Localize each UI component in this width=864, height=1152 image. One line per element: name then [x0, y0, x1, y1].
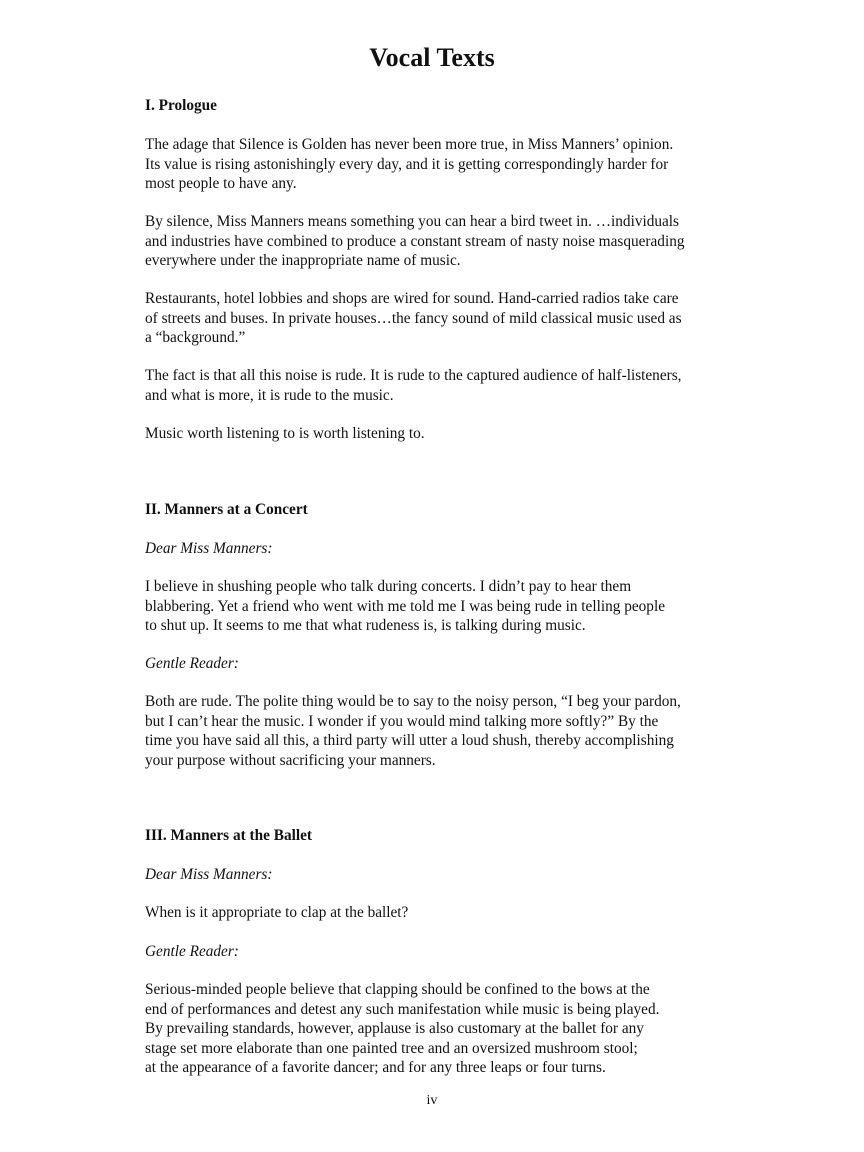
text-line: Serious-minded people believe that clapping should be confined to the bows at the [145, 981, 650, 998]
ballet-salutation: Dear Miss Manners: [145, 866, 273, 883]
prologue-paragraph-1 [145, 135, 745, 194]
text-line: and what is more, it is rude to the music. [145, 386, 394, 404]
text-line: Restaurants, hotel lobbies and shops are wired for sound. Hand-carried radios take care [145, 290, 679, 307]
text-line: By silence, Miss Manners means something you can hear a bird tweet in. …individuals [145, 213, 680, 230]
text-line: but I can’t hear the music. I wonder if you would mind talking more softly?” By the [145, 712, 659, 730]
concert-reply-salutation: Gentle Reader: [145, 655, 239, 672]
text-line: of streets and buses. In private houses…the fancy sound of mild classical music used as [145, 309, 682, 327]
prologue-paragraph-4 [145, 366, 745, 405]
page-title: Vocal Texts [369, 43, 495, 72]
text-line: When is it appropriate to clap at the ballet? [145, 904, 409, 921]
prologue-paragraph-2 [145, 212, 745, 271]
text-line: and industries have combined to produce a constant stream of nasty noise masquerading [145, 232, 685, 250]
text-line: stage set more elaborate than one painted tree and an oversized mushroom stool; [145, 1039, 638, 1057]
concert-question [145, 577, 745, 636]
ballet-question [145, 903, 745, 923]
text-line: a “background.” [145, 329, 246, 347]
text-line: Its value is rising astonishingly every day, and it is getting correspondingly harder for [145, 155, 669, 173]
text-line: end of performances and detest any such manifestation while music is being played. [145, 1000, 660, 1018]
concert-answer [145, 692, 745, 770]
ballet-reply-salutation: Gentle Reader: [145, 943, 239, 960]
text-line: Music worth listening to is worth listening to. [145, 425, 425, 442]
section-heading-ballet: III. Manners at the Ballet [145, 827, 312, 844]
page-number: iv [426, 1093, 438, 1108]
text-line: at the appearance of a favorite dancer; and for any three leaps or four turns. [145, 1059, 606, 1077]
text-line: The adage that Silence is Golden has never been more true, in Miss Manners’ opinion. [145, 136, 674, 153]
concert-salutation: Dear Miss Manners: [145, 540, 273, 557]
section-heading-concert: II. Manners at a Concert [145, 501, 308, 518]
text-line: time you have said all this, a third party will utter a loud shush, thereby accomplishing [145, 732, 674, 750]
section-heading-prologue: I. Prologue [145, 97, 217, 114]
text-line: your purpose without sacrificing your manners. [145, 751, 436, 769]
prologue-paragraph-3 [145, 289, 745, 348]
text-line: Both are rude. The polite thing would be to say to the noisy person, “I beg your pardon, [145, 693, 681, 710]
text-line: blabbering. Yet a friend who went with me told me I was being rude in telling people [145, 597, 665, 615]
prologue-paragraph-5 [145, 424, 745, 444]
text-line: everywhere under the inappropriate name of music. [145, 252, 461, 270]
text-line: By prevailing standards, however, applause is also customary at the ballet for any [145, 1020, 644, 1038]
text-line: most people to have any. [145, 175, 297, 193]
text-line: The fact is that all this noise is rude. It is rude to the captured audience of half-listeners, [145, 367, 682, 384]
ballet-answer [145, 980, 745, 1078]
text-line: to shut up. It seems to me that what rudeness is, is talking during music. [145, 617, 586, 635]
text-line: I believe in shushing people who talk during concerts. I didn’t pay to hear them [145, 578, 632, 595]
